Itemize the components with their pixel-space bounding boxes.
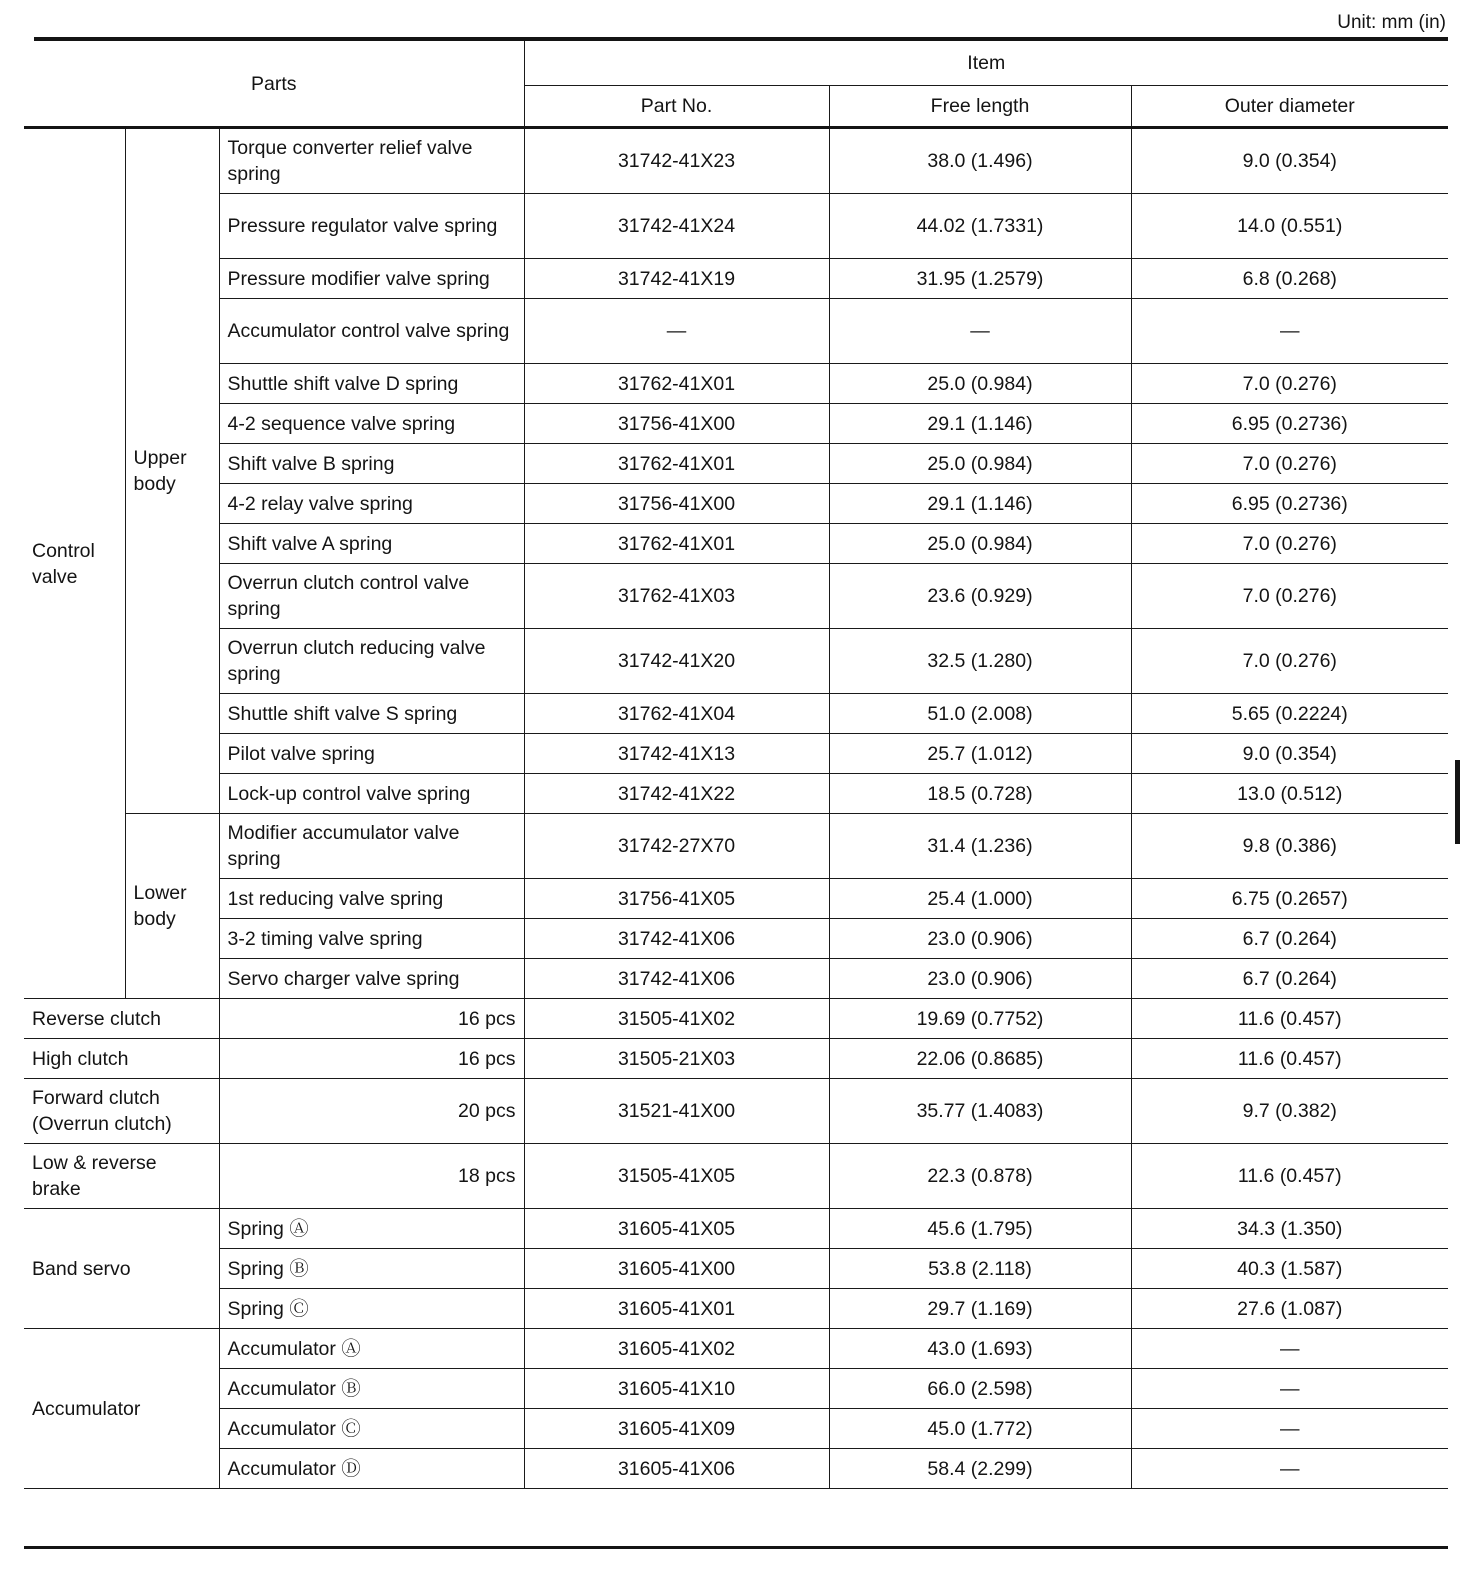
outer-diameter: 9.0 (0.354) — [1131, 128, 1448, 194]
part-name: Low & reverse brake — [24, 1144, 219, 1209]
free-length: 66.0 (2.598) — [829, 1369, 1131, 1409]
outer-diameter: 7.0 (0.276) — [1131, 629, 1448, 694]
table-row — [24, 999, 1448, 1039]
table-row — [24, 128, 1448, 194]
outer-diameter: — — [1131, 1369, 1448, 1409]
table-row — [24, 814, 1448, 879]
table-row — [24, 444, 1448, 484]
free-length: 31.4 (1.236) — [829, 814, 1131, 879]
part-name: Shuttle shift valve S spring — [219, 694, 524, 734]
free-length: 23.0 (0.906) — [829, 919, 1131, 959]
outer-diameter: 9.0 (0.354) — [1131, 734, 1448, 774]
part-name: Forward clutch (Overrun clutch) — [24, 1079, 219, 1144]
part-number: 31742-41X22 — [524, 774, 829, 814]
part-name: Modifier accumulator valve spring — [219, 814, 524, 879]
free-length: 23.6 (0.929) — [829, 564, 1131, 629]
part-name: Shuttle shift valve D spring — [219, 364, 524, 404]
part-name: Lock-up control valve spring — [219, 774, 524, 814]
table-row — [24, 524, 1448, 564]
outer-diameter: 7.0 (0.276) — [1131, 364, 1448, 404]
part-name: Accumulator Ⓒ — [219, 1409, 524, 1449]
subgroup-upper-body: Upper body — [125, 128, 219, 814]
part-name: Servo charger valve spring — [219, 959, 524, 999]
part-number: 31742-41X20 — [524, 629, 829, 694]
free-length: 53.8 (2.118) — [829, 1249, 1131, 1289]
free-length: 32.5 (1.280) — [829, 629, 1131, 694]
part-name: Pressure modifier valve spring — [219, 259, 524, 299]
part-number: 31762-41X01 — [524, 524, 829, 564]
part-number: 31605-41X02 — [524, 1329, 829, 1369]
outer-diameter: 6.8 (0.268) — [1131, 259, 1448, 299]
outer-diameter: 7.0 (0.276) — [1131, 564, 1448, 629]
outer-diameter: 9.8 (0.386) — [1131, 814, 1448, 879]
free-length: 25.0 (0.984) — [829, 364, 1131, 404]
part-number: 31505-41X02 — [524, 999, 829, 1039]
header-item: Item — [524, 41, 1448, 86]
part-number: 31605-41X01 — [524, 1289, 829, 1329]
margin-change-bar — [1455, 760, 1460, 844]
free-length: 22.06 (0.8685) — [829, 1039, 1131, 1079]
table-row — [24, 1249, 1448, 1289]
part-number: 31742-41X24 — [524, 194, 829, 259]
part-quantity: 16 pcs — [219, 1039, 524, 1079]
part-name: Accumulator control valve spring — [219, 299, 524, 364]
free-length: 44.02 (1.7331) — [829, 194, 1131, 259]
part-name: Spring Ⓑ — [219, 1249, 524, 1289]
table-row — [24, 1289, 1448, 1329]
part-number: 31505-41X05 — [524, 1144, 829, 1209]
outer-diameter: 11.6 (0.457) — [1131, 1039, 1448, 1079]
part-name: Accumulator Ⓐ — [219, 1329, 524, 1369]
table-row — [24, 364, 1448, 404]
part-name: Shift valve A spring — [219, 524, 524, 564]
outer-diameter: 14.0 (0.551) — [1131, 194, 1448, 259]
free-length: 25.0 (0.984) — [829, 444, 1131, 484]
part-number: — — [524, 299, 829, 364]
part-number: 31605-41X00 — [524, 1249, 829, 1289]
free-length: 31.95 (1.2579) — [829, 259, 1131, 299]
free-length: 45.6 (1.795) — [829, 1209, 1131, 1249]
part-number: 31605-41X05 — [524, 1209, 829, 1249]
part-name: High clutch — [24, 1039, 219, 1079]
table-row — [24, 194, 1448, 259]
free-length: 43.0 (1.693) — [829, 1329, 1131, 1369]
free-length: — — [829, 299, 1131, 364]
table-row — [24, 1079, 1448, 1144]
part-name: Spring Ⓐ — [219, 1209, 524, 1249]
free-length: 18.5 (0.728) — [829, 774, 1131, 814]
part-number: 31762-41X01 — [524, 444, 829, 484]
table-row — [24, 694, 1448, 734]
header-parts: Parts — [24, 41, 524, 128]
spring-spec-table — [24, 41, 1448, 1489]
part-number: 31605-41X09 — [524, 1409, 829, 1449]
free-length: 29.7 (1.169) — [829, 1289, 1131, 1329]
part-quantity: 20 pcs — [219, 1079, 524, 1144]
outer-diameter: 11.6 (0.457) — [1131, 999, 1448, 1039]
table-row — [24, 404, 1448, 444]
free-length: 35.77 (1.4083) — [829, 1079, 1131, 1144]
outer-diameter: 7.0 (0.276) — [1131, 524, 1448, 564]
table-row — [24, 1039, 1448, 1079]
part-name: 4-2 sequence valve spring — [219, 404, 524, 444]
outer-diameter: 11.6 (0.457) — [1131, 1144, 1448, 1209]
part-name: Spring Ⓒ — [219, 1289, 524, 1329]
part-name: Pressure regulator valve spring — [219, 194, 524, 259]
free-length: 29.1 (1.146) — [829, 404, 1131, 444]
table-row — [24, 919, 1448, 959]
free-length: 25.4 (1.000) — [829, 879, 1131, 919]
table-row — [24, 629, 1448, 694]
outer-diameter: 6.95 (0.2736) — [1131, 484, 1448, 524]
free-length: 19.69 (0.7752) — [829, 999, 1131, 1039]
outer-diameter: 6.75 (0.2657) — [1131, 879, 1448, 919]
free-length: 58.4 (2.299) — [829, 1449, 1131, 1489]
outer-diameter: 9.7 (0.382) — [1131, 1079, 1448, 1144]
part-number: 31756-41X05 — [524, 879, 829, 919]
part-number: 31756-41X00 — [524, 404, 829, 444]
part-name: Shift valve B spring — [219, 444, 524, 484]
part-name: Pilot valve spring — [219, 734, 524, 774]
part-name: 3-2 timing valve spring — [219, 919, 524, 959]
part-number: 31756-41X00 — [524, 484, 829, 524]
header-part-no: Part No. — [524, 86, 829, 128]
outer-diameter: — — [1131, 1409, 1448, 1449]
outer-diameter: 34.3 (1.350) — [1131, 1209, 1448, 1249]
free-length: 45.0 (1.772) — [829, 1409, 1131, 1449]
part-number: 31505-21X03 — [524, 1039, 829, 1079]
table-row — [24, 734, 1448, 774]
free-length: 22.3 (0.878) — [829, 1144, 1131, 1209]
outer-diameter: 6.7 (0.264) — [1131, 919, 1448, 959]
part-number: 31742-41X19 — [524, 259, 829, 299]
table-row — [24, 1409, 1448, 1449]
part-number: 31742-41X06 — [524, 919, 829, 959]
part-number: 31605-41X10 — [524, 1369, 829, 1409]
free-length: 25.7 (1.012) — [829, 734, 1131, 774]
free-length: 29.1 (1.146) — [829, 484, 1131, 524]
part-number: 31742-41X23 — [524, 128, 829, 194]
part-quantity: 18 pcs — [219, 1144, 524, 1209]
part-number: 31762-41X04 — [524, 694, 829, 734]
part-number: 31742-41X06 — [524, 959, 829, 999]
outer-diameter: 6.7 (0.264) — [1131, 959, 1448, 999]
part-number: 31742-41X13 — [524, 734, 829, 774]
part-number: 31742-27X70 — [524, 814, 829, 879]
outer-diameter: 13.0 (0.512) — [1131, 774, 1448, 814]
outer-diameter: — — [1131, 1449, 1448, 1489]
outer-diameter: 5.65 (0.2224) — [1131, 694, 1448, 734]
table-row — [24, 259, 1448, 299]
free-length: 25.0 (0.984) — [829, 524, 1131, 564]
table-row — [24, 299, 1448, 364]
part-number: 31762-41X01 — [524, 364, 829, 404]
table-row — [24, 959, 1448, 999]
part-name: 4-2 relay valve spring — [219, 484, 524, 524]
outer-diameter: — — [1131, 299, 1448, 364]
part-name: Accumulator Ⓓ — [219, 1449, 524, 1489]
header-row-1 — [24, 41, 1448, 86]
free-length: 38.0 (1.496) — [829, 128, 1131, 194]
bottom-rule — [24, 1546, 1448, 1549]
group-accumulator: Accumulator — [24, 1329, 219, 1489]
part-number: 31762-41X03 — [524, 564, 829, 629]
table-row — [24, 1449, 1448, 1489]
header-free-length: Free length — [829, 86, 1131, 128]
part-name: Reverse clutch — [24, 999, 219, 1039]
unit-label: Unit: mm (in) — [1337, 12, 1446, 33]
outer-diameter: 27.6 (1.087) — [1131, 1289, 1448, 1329]
table-row — [24, 564, 1448, 629]
part-name: Torque converter relief valve spring — [219, 128, 524, 194]
table-row — [24, 1209, 1448, 1249]
part-quantity: 16 pcs — [219, 999, 524, 1039]
part-name: Overrun clutch control valve spring — [219, 564, 524, 629]
part-name: Overrun clutch reducing valve spring — [219, 629, 524, 694]
outer-diameter: 40.3 (1.587) — [1131, 1249, 1448, 1289]
subgroup-lower-body: Lower body — [125, 814, 219, 999]
header-outer-diameter: Outer diameter — [1131, 86, 1448, 128]
outer-diameter: 7.0 (0.276) — [1131, 444, 1448, 484]
outer-diameter: — — [1131, 1329, 1448, 1369]
free-length: 23.0 (0.906) — [829, 959, 1131, 999]
group-band-servo: Band servo — [24, 1209, 219, 1329]
table-row — [24, 774, 1448, 814]
table-row — [24, 484, 1448, 524]
part-name: Accumulator Ⓑ — [219, 1369, 524, 1409]
table-row — [24, 1369, 1448, 1409]
part-name: 1st reducing valve spring — [219, 879, 524, 919]
part-number: 31521-41X00 — [524, 1079, 829, 1144]
outer-diameter: 6.95 (0.2736) — [1131, 404, 1448, 444]
table-row — [24, 1329, 1448, 1369]
part-number: 31605-41X06 — [524, 1449, 829, 1489]
group-control-valve: Control valve — [24, 128, 125, 999]
table-row — [24, 879, 1448, 919]
table-row — [24, 1144, 1448, 1209]
free-length: 51.0 (2.008) — [829, 694, 1131, 734]
